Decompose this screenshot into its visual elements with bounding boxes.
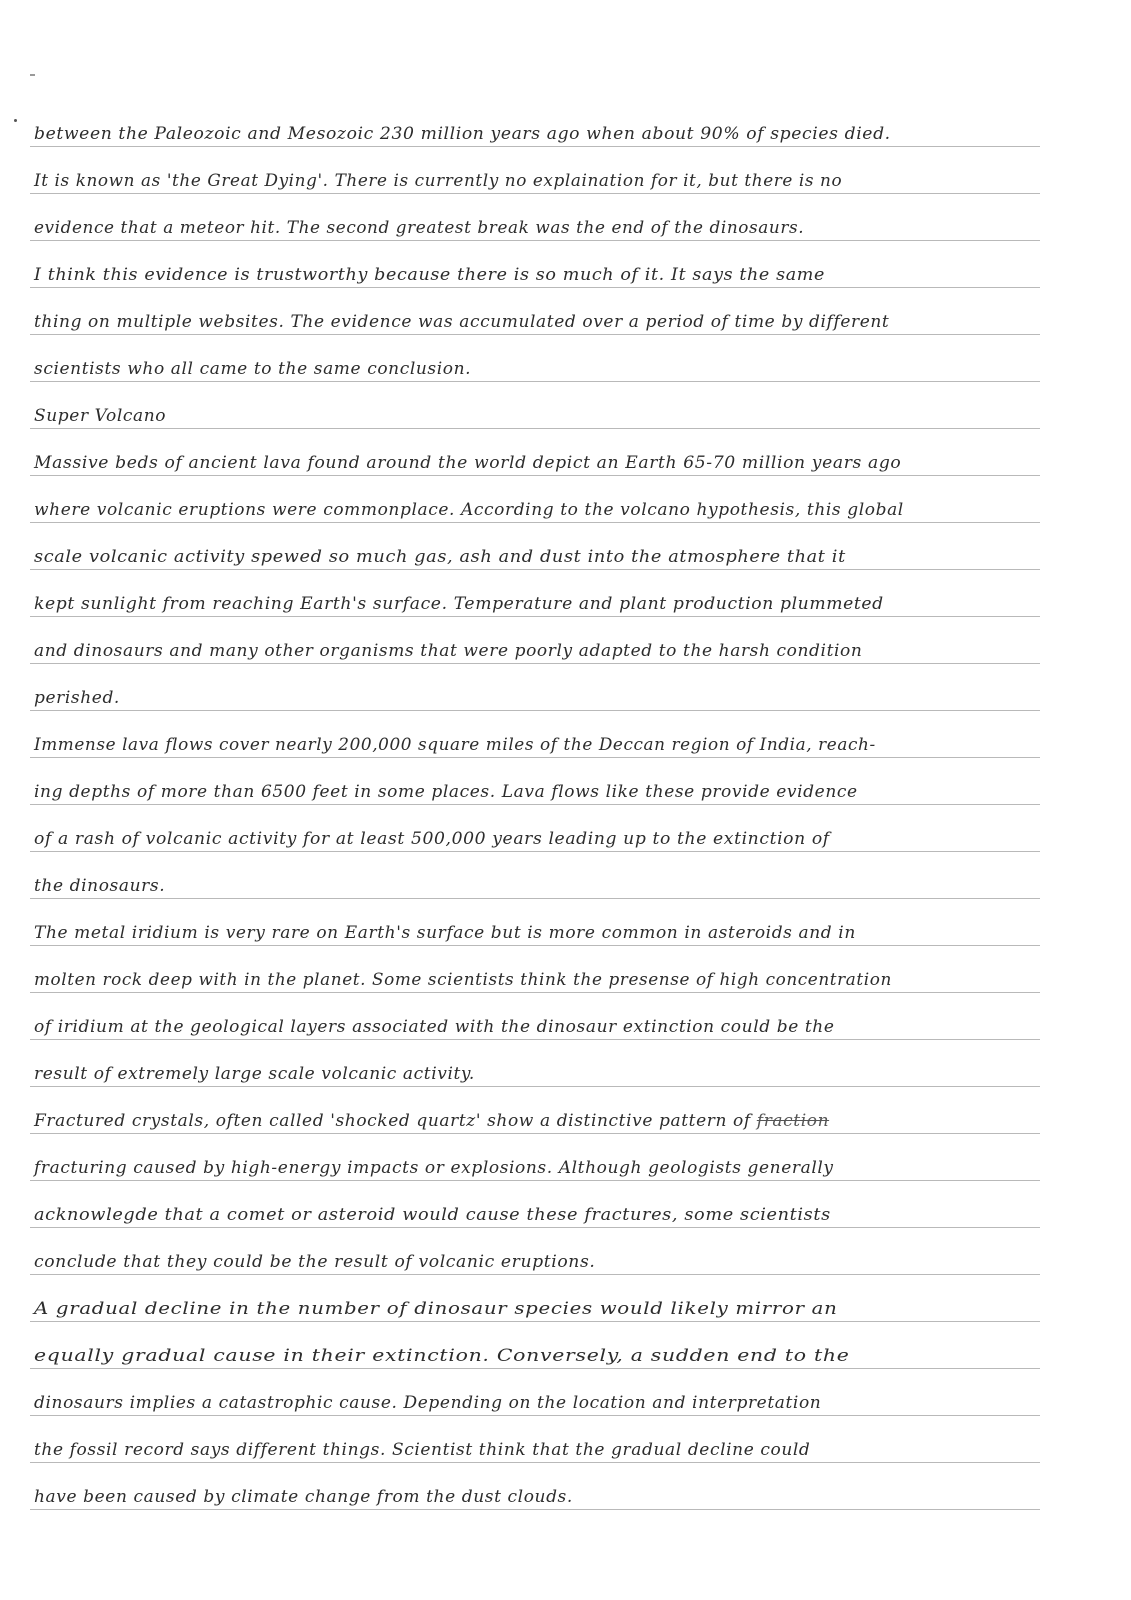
text-line [30, 1370, 1040, 1416]
line-text: have been caused by climate change from the dust clouds. [34, 1487, 573, 1507]
text-line [30, 148, 1040, 194]
text-line [30, 1182, 1040, 1228]
ruled-line [30, 334, 1040, 335]
text-line [30, 571, 1040, 617]
ruled-line [30, 757, 1040, 758]
ruled-line [30, 569, 1040, 570]
ruled-line [30, 146, 1040, 147]
ruled-line [30, 945, 1040, 946]
text-line [30, 994, 1040, 1040]
line-text: Massive beds of ancient lava found around the world depict an Earth 65-70 million years ago [34, 453, 902, 473]
text-line [30, 806, 1040, 852]
ruled-line [30, 1274, 1040, 1275]
line-text: fracturing caused by high-energy impacts or explosions. Although geologists generally [34, 1158, 834, 1178]
ruled-line [30, 1368, 1040, 1369]
ruled-line [30, 851, 1040, 852]
ruled-line [30, 1462, 1040, 1463]
text-line [30, 101, 1040, 147]
line-text: between the Paleozoic and Mesozoic 230 million years ago when about 90% of species died. [34, 124, 891, 144]
ruled-line [30, 381, 1040, 382]
text-line [30, 1417, 1040, 1463]
line-text: kept sunlight from reaching Earth's surface. Temperature and plant production plummeted [34, 594, 884, 614]
text-line [30, 1135, 1040, 1181]
ruled-line [30, 992, 1040, 993]
text-line [30, 1276, 1040, 1322]
line-text: of iridium at the geological layers associated with the dinosaur extinction could be the [34, 1017, 835, 1037]
line-text: result of extremely large scale volcanic activity. [34, 1064, 475, 1084]
line-text: evidence that a meteor hit. The second greatest break was the end of the dinosaurs. [34, 218, 805, 238]
ruled-line [30, 616, 1040, 617]
ruled-line [30, 804, 1040, 805]
line-text: dinosaurs implies a catastrophic cause. Depending on the location and interpretation [34, 1393, 822, 1413]
ruled-line [30, 522, 1040, 523]
text-line [30, 1229, 1040, 1275]
ruled-line [30, 1509, 1040, 1510]
text-line [30, 1323, 1040, 1369]
text-line [30, 665, 1040, 711]
ruled-line [30, 898, 1040, 899]
ruled-line [30, 475, 1040, 476]
line-text: molten rock deep with in the planet. Some scientists think the presense of high concentration [34, 970, 892, 990]
line-text: and dinosaurs and many other organisms that were poorly adapted to the harsh condition [34, 641, 863, 661]
text-line [30, 1464, 1040, 1510]
ruled-line [30, 663, 1040, 664]
line-text: It is known as 'the Great Dying'. There is currently no explaination for it, but there is no [34, 171, 843, 191]
text-line [30, 430, 1040, 476]
ruled-line [30, 1180, 1040, 1181]
ruled-line [30, 1415, 1040, 1416]
ruled-line [30, 1086, 1040, 1087]
line-text: scientists who all came to the same conclusion. [34, 359, 472, 379]
text-line [30, 947, 1040, 993]
line-text: conclude that they could be the result of volcanic eruptions. [34, 1252, 596, 1272]
text-line [30, 383, 1040, 429]
ruled-line [30, 1133, 1040, 1134]
line-text: thing on multiple websites. The evidence was accumulated over a period of time by different [34, 312, 890, 332]
crossed-out-word: fraction [756, 1111, 830, 1131]
line-text: the dinosaurs. [34, 876, 166, 896]
line-text-main: Fractured crystals, often called 'shocked quartz' show a distinctive pattern of [34, 1111, 751, 1131]
text-line [30, 759, 1040, 805]
text-line [30, 853, 1040, 899]
line-text: I think this evidence is trustworthy because there is so much of it. It says the same [34, 265, 825, 285]
line-text: of a rash of volcanic activity for at least 500,000 years leading up to the extinction of [34, 829, 830, 849]
line-text: ing depths of more than 6500 feet in some places. Lava flows like these provide evidence [34, 782, 858, 802]
ruled-line [30, 240, 1040, 241]
ruled-line [30, 1039, 1040, 1040]
ruled-line [30, 710, 1040, 711]
text-line [30, 242, 1040, 288]
line-text: Super Volcano [34, 406, 167, 426]
line-text: scale volcanic activity spewed so much gas, ash and dust into the atmosphere that it [34, 547, 846, 567]
text-line [30, 477, 1040, 523]
ruled-line [30, 1321, 1040, 1322]
text-line [30, 1041, 1040, 1087]
text-line [30, 900, 1040, 946]
ruled-line [30, 193, 1040, 194]
line-text: Immense lava flows cover nearly 200,000 square miles of the Deccan region of India, reach- [34, 735, 876, 755]
stray-pen-mark [14, 119, 17, 122]
line-text: acknowlegde that a comet or asteroid would cause these fractures, some scientists [34, 1205, 831, 1225]
ruled-line [30, 287, 1040, 288]
line-text: perished. [34, 688, 120, 708]
line-text: where volcanic eruptions were commonplace. According to the volcano hypothesis, this global [34, 500, 904, 520]
ruled-line [30, 428, 1040, 429]
text-line [30, 712, 1040, 758]
ruled-line [30, 1227, 1040, 1228]
line-text: A gradual decline in the number of dinosaur species would likely mirror an [34, 1299, 838, 1319]
text-line [30, 195, 1040, 241]
text-line [30, 618, 1040, 664]
stray-pen-mark [30, 74, 35, 76]
text-line [30, 524, 1040, 570]
line-text: The metal iridium is very rare on Earth's surface but is more common in asteroids and in [34, 923, 856, 943]
line-text: equally gradual cause in their extinction. Conversely, a sudden end to the [34, 1346, 850, 1366]
text-line [30, 336, 1040, 382]
text-line [30, 289, 1040, 335]
line-text [34, 1111, 829, 1131]
line-text: the fossil record says different things. Scientist think that the gradual decline could [34, 1440, 811, 1460]
text-line [30, 1088, 1040, 1134]
